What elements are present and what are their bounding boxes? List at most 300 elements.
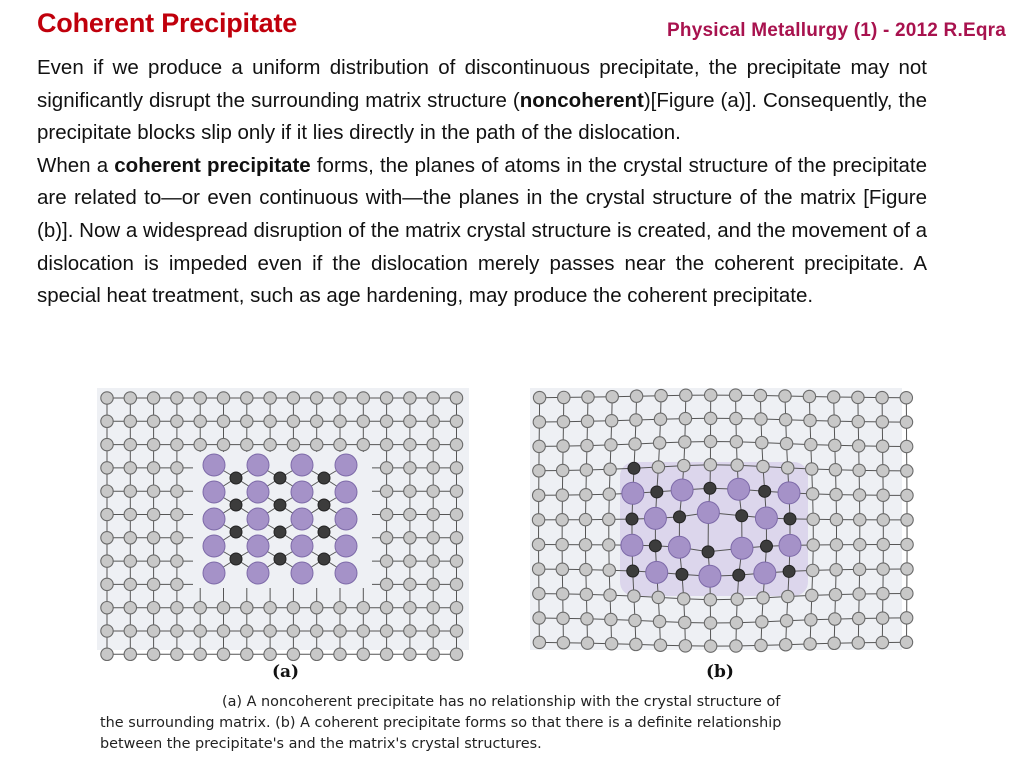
matrix-atom: [679, 640, 691, 652]
solute-atom: [628, 462, 640, 474]
matrix-atom: [704, 617, 716, 629]
matrix-atom: [533, 391, 545, 403]
matrix-atom: [830, 564, 842, 576]
matrix-atom: [404, 392, 416, 404]
matrix-atom: [217, 415, 229, 427]
matrix-atom: [652, 591, 664, 603]
matrix-atom: [652, 461, 664, 473]
matrix-atom: [581, 637, 593, 649]
matrix-atom: [357, 392, 369, 404]
matrix-atom: [287, 415, 299, 427]
matrix-atom: [730, 412, 742, 424]
matrix-atom: [287, 602, 299, 614]
precipitate-atom: [335, 481, 357, 503]
solute-atom: [676, 568, 688, 580]
matrix-atom: [730, 640, 742, 652]
matrix-atom: [450, 602, 462, 614]
precipitate-atom: [203, 562, 225, 584]
solute-atom: [230, 472, 242, 484]
matrix-atom: [755, 639, 767, 651]
matrix-atom: [101, 555, 113, 567]
matrix-atom: [807, 539, 819, 551]
matrix-atom: [334, 648, 346, 660]
matrix-atom: [532, 489, 544, 501]
solute-atom: [318, 526, 330, 538]
matrix-atom: [754, 389, 766, 401]
precipitate-atom: [622, 482, 644, 504]
matrix-atom: [852, 391, 864, 403]
matrix-atom: [533, 636, 545, 648]
matrix-atom: [427, 578, 439, 590]
matrix-atom: [901, 514, 913, 526]
precipitate-atom: [247, 562, 269, 584]
matrix-atom: [124, 578, 136, 590]
matrix-atom: [217, 602, 229, 614]
matrix-atom: [101, 578, 113, 590]
matrix-atom: [854, 538, 866, 550]
matrix-atom: [805, 438, 817, 450]
matrix-atom: [731, 459, 743, 471]
matrix-atom: [830, 539, 842, 551]
matrix-atom: [334, 625, 346, 637]
matrix-atom: [876, 440, 888, 452]
matrix-atom: [287, 392, 299, 404]
matrix-atom: [580, 563, 592, 575]
matrix-atom: [380, 532, 392, 544]
matrix-atom: [101, 462, 113, 474]
p1-text-a: Even if we produce a uniform distribution of discontinuous precipitate, the precipitate may not significantly disrupt the surrounding matrix structure (: [37, 56, 927, 112]
matrix-atom: [877, 563, 889, 575]
solute-atom: [784, 513, 796, 525]
matrix-atom: [101, 485, 113, 497]
matrix-atom: [803, 390, 815, 402]
matrix-atom: [404, 625, 416, 637]
matrix-atom: [704, 594, 716, 606]
matrix-atom: [581, 613, 593, 625]
matrix-atom: [532, 563, 544, 575]
matrix-atom: [171, 555, 183, 567]
matrix-atom: [264, 438, 276, 450]
matrix-atom: [171, 485, 183, 497]
matrix-atom: [194, 648, 206, 660]
solute-atom: [674, 511, 686, 523]
matrix-atom: [241, 438, 253, 450]
matrix-atom: [705, 389, 717, 401]
matrix-atom: [357, 415, 369, 427]
solute-atom: [318, 472, 330, 484]
solute-atom: [759, 485, 771, 497]
precipitate-atom: [779, 534, 801, 556]
matrix-atom: [171, 532, 183, 544]
matrix-atom: [901, 563, 913, 575]
matrix-atom: [147, 555, 159, 567]
matrix-atom: [629, 614, 641, 626]
matrix-atom: [655, 389, 667, 401]
matrix-atom: [582, 391, 594, 403]
matrix-atom: [630, 390, 642, 402]
matrix-atom: [630, 638, 642, 650]
matrix-atom: [533, 416, 545, 428]
solute-atom: [702, 546, 714, 558]
matrix-atom: [806, 589, 818, 601]
matrix-atom: [853, 563, 865, 575]
matrix-atom: [854, 514, 866, 526]
matrix-atom: [101, 532, 113, 544]
matrix-atom: [147, 532, 159, 544]
matrix-atom: [556, 464, 568, 476]
matrix-atom: [241, 625, 253, 637]
matrix-atom: [829, 464, 841, 476]
matrix-atom: [900, 636, 912, 648]
matrix-atom: [427, 625, 439, 637]
precipitate-atom: [644, 507, 666, 529]
matrix-atom: [603, 488, 615, 500]
matrix-atom: [311, 648, 323, 660]
matrix-atom: [558, 391, 570, 403]
matrix-atom: [217, 392, 229, 404]
matrix-atom: [380, 508, 392, 520]
matrix-atom: [147, 648, 159, 660]
matrix-atom: [147, 602, 159, 614]
matrix-atom: [171, 415, 183, 427]
matrix-atom: [704, 459, 716, 471]
matrix-atom: [124, 602, 136, 614]
precipitate-atom: [668, 536, 690, 558]
matrix-atom: [404, 438, 416, 450]
matrix-atom: [877, 489, 889, 501]
matrix-atom: [194, 415, 206, 427]
matrix-atom: [780, 615, 792, 627]
matrix-atom: [450, 625, 462, 637]
matrix-atom: [334, 392, 346, 404]
matrix-atom: [605, 638, 617, 650]
matrix-atom: [287, 648, 299, 660]
matrix-atom: [828, 637, 840, 649]
matrix-atom: [830, 513, 842, 525]
matrix-atom: [450, 415, 462, 427]
matrix-atom: [404, 532, 416, 544]
matrix-atom: [804, 638, 816, 650]
matrix-atom: [404, 415, 416, 427]
matrix-atom: [171, 462, 183, 474]
matrix-atom: [217, 648, 229, 660]
matrix-atom: [124, 392, 136, 404]
matrix-atom: [124, 625, 136, 637]
p1-text-b: )[Figure (a)]. Consequently, the precipitate blocks slip only if it lies directly in the path of the dislocation.: [37, 88, 927, 145]
matrix-atom: [755, 413, 767, 425]
course-header: Physical Metallurgy (1) - 2012 R.Eqra: [667, 20, 1006, 41]
matrix-atom: [427, 438, 439, 450]
matrix-atom: [628, 590, 640, 602]
figure-b-coherent: [530, 388, 913, 652]
matrix-atom: [147, 508, 159, 520]
matrix-atom: [533, 465, 545, 477]
matrix-atom: [579, 513, 591, 525]
matrix-atom: [241, 648, 253, 660]
precipitate-atom: [203, 454, 225, 476]
matrix-atom: [357, 648, 369, 660]
matrix-atom: [450, 648, 462, 660]
matrix-atom: [852, 440, 864, 452]
matrix-atom: [900, 416, 912, 428]
matrix-atom: [264, 415, 276, 427]
matrix-atom: [264, 392, 276, 404]
solute-atom: [651, 486, 663, 498]
matrix-atom: [287, 438, 299, 450]
matrix-atom: [450, 438, 462, 450]
matrix-atom: [357, 438, 369, 450]
matrix-atom: [604, 463, 616, 475]
solute-atom: [230, 526, 242, 538]
matrix-atom: [287, 625, 299, 637]
matrix-atom: [380, 648, 392, 660]
matrix-atom: [171, 438, 183, 450]
matrix-atom: [427, 602, 439, 614]
solute-atom: [230, 499, 242, 511]
matrix-atom: [900, 392, 912, 404]
matrix-atom: [427, 392, 439, 404]
matrix-atom: [171, 392, 183, 404]
caption-line-1: (a) A noncoherent precipitate has no relationship with the crystal structure of: [222, 694, 781, 710]
matrix-atom: [876, 391, 888, 403]
matrix-atom: [605, 415, 617, 427]
matrix-atom: [380, 462, 392, 474]
matrix-atom: [704, 640, 716, 652]
solute-atom: [733, 569, 745, 581]
precipitate-atom: [335, 508, 357, 530]
matrix-atom: [311, 625, 323, 637]
caption-line-2: the surrounding matrix. (b) A coherent precipitate forms so that there is a definite relationship: [100, 715, 782, 731]
matrix-atom: [171, 602, 183, 614]
matrix-atom: [311, 392, 323, 404]
matrix-atom: [901, 465, 913, 477]
matrix-atom: [101, 415, 113, 427]
matrix-atom: [900, 612, 912, 624]
matrix-atom: [704, 435, 716, 447]
matrix-atom: [806, 564, 818, 576]
slide-title: Coherent Precipitate: [37, 8, 298, 38]
matrix-atom: [581, 439, 593, 451]
matrix-atom: [427, 532, 439, 544]
matrix-atom: [654, 639, 666, 651]
matrix-atom: [450, 485, 462, 497]
matrix-atom: [654, 413, 666, 425]
solute-atom: [760, 540, 772, 552]
matrix-atom: [876, 612, 888, 624]
matrix-atom: [101, 625, 113, 637]
matrix-atom: [581, 415, 593, 427]
matrix-atom: [380, 392, 392, 404]
matrix-atom: [853, 588, 865, 600]
figure-caption: [100, 692, 910, 755]
matrix-atom: [557, 416, 569, 428]
matrix-atom: [876, 636, 888, 648]
matrix-atom: [605, 439, 617, 451]
matrix-atom: [603, 564, 615, 576]
matrix-atom: [556, 538, 568, 550]
matrix-atom: [580, 464, 592, 476]
matrix-atom: [404, 508, 416, 520]
matrix-atom: [603, 539, 615, 551]
matrix-atom: [101, 438, 113, 450]
precipitate-atom: [697, 501, 719, 523]
matrix-atom: [533, 587, 545, 599]
matrix-atom: [427, 462, 439, 474]
matrix-atom: [404, 602, 416, 614]
matrix-atom: [194, 438, 206, 450]
precipitate-atom: [646, 561, 668, 583]
solute-atom: [318, 499, 330, 511]
matrix-atom: [533, 612, 545, 624]
figure-a-label: (a): [272, 662, 300, 682]
matrix-atom: [171, 625, 183, 637]
matrix-atom: [450, 508, 462, 520]
matrix-atom: [334, 438, 346, 450]
matrix-atom: [579, 538, 591, 550]
matrix-atom: [877, 514, 889, 526]
matrix-atom: [357, 625, 369, 637]
matrix-atom: [404, 555, 416, 567]
matrix-atom: [124, 485, 136, 497]
matrix-atom: [828, 415, 840, 427]
matrix-atom: [877, 465, 889, 477]
solute-atom: [783, 565, 795, 577]
matrix-atom: [730, 617, 742, 629]
matrix-atom: [853, 489, 865, 501]
matrix-atom: [124, 438, 136, 450]
matrix-atom: [124, 508, 136, 520]
matrix-atom: [380, 602, 392, 614]
matrix-atom: [533, 440, 545, 452]
precipitate-atom: [203, 508, 225, 530]
matrix-atom: [334, 602, 346, 614]
matrix-atom: [124, 462, 136, 474]
matrix-atom: [556, 563, 568, 575]
matrix-atom: [147, 462, 159, 474]
precipitate-atom: [291, 508, 313, 530]
matrix-atom: [853, 464, 865, 476]
matrix-atom: [450, 578, 462, 590]
matrix-atom: [877, 538, 889, 550]
precipitate-atom: [335, 535, 357, 557]
figure-b-label: (b): [706, 662, 734, 682]
matrix-atom: [217, 625, 229, 637]
matrix-atom: [264, 602, 276, 614]
matrix-atom: [853, 612, 865, 624]
matrix-atom: [629, 438, 641, 450]
matrix-atom: [556, 489, 568, 501]
matrix-atom: [779, 414, 791, 426]
matrix-atom: [901, 489, 913, 501]
solute-atom: [626, 513, 638, 525]
p2-text-a: When a: [37, 153, 115, 177]
precipitate-atom: [728, 478, 750, 500]
matrix-atom: [532, 514, 544, 526]
precipitate-atom: [247, 481, 269, 503]
matrix-atom: [557, 636, 569, 648]
matrix-atom: [756, 436, 768, 448]
matrix-atom: [852, 637, 864, 649]
matrix-atom: [124, 532, 136, 544]
matrix-atom: [264, 625, 276, 637]
precipitate-atom: [755, 507, 777, 529]
matrix-atom: [217, 438, 229, 450]
matrix-atom: [807, 513, 819, 525]
matrix-atom: [147, 392, 159, 404]
matrix-atom: [653, 615, 665, 627]
matrix-atom: [876, 416, 888, 428]
matrix-atom: [680, 389, 692, 401]
matrix-atom: [404, 462, 416, 474]
matrix-atom: [730, 436, 742, 448]
matrix-atom: [450, 392, 462, 404]
matrix-atom: [806, 488, 818, 500]
precipitate-atom: [291, 562, 313, 584]
matrix-atom: [806, 463, 818, 475]
precipitate-atom: [203, 535, 225, 557]
matrix-atom: [604, 589, 616, 601]
matrix-atom: [264, 648, 276, 660]
solute-atom: [230, 553, 242, 565]
matrix-atom: [606, 390, 618, 402]
precipitate-atom: [291, 535, 313, 557]
matrix-atom: [380, 555, 392, 567]
matrix-atom: [101, 392, 113, 404]
matrix-atom: [427, 648, 439, 660]
matrix-atom: [380, 578, 392, 590]
matrix-atom: [124, 555, 136, 567]
matrix-atom: [311, 438, 323, 450]
matrix-atom: [679, 436, 691, 448]
matrix-atom: [557, 440, 569, 452]
matrix-atom: [380, 625, 392, 637]
matrix-atom: [427, 485, 439, 497]
matrix-atom: [194, 625, 206, 637]
matrix-atom: [450, 555, 462, 567]
precipitate-atom: [335, 454, 357, 476]
matrix-atom: [603, 513, 615, 525]
matrix-atom: [147, 415, 159, 427]
precipitate-atom: [621, 534, 643, 556]
matrix-atom: [830, 488, 842, 500]
matrix-atom: [900, 440, 912, 452]
matrix-atom: [450, 462, 462, 474]
matrix-atom: [653, 437, 665, 449]
matrix-atom: [380, 485, 392, 497]
precipitate-atom: [699, 565, 721, 587]
matrix-atom: [757, 592, 769, 604]
p1-bold: noncoherent: [519, 88, 644, 112]
solute-atom: [627, 565, 639, 577]
precipitate-atom: [335, 562, 357, 584]
solute-atom: [274, 553, 286, 565]
solute-atom: [704, 482, 716, 494]
matrix-atom: [147, 485, 159, 497]
solute-atom: [274, 472, 286, 484]
matrix-atom: [556, 588, 568, 600]
matrix-atom: [779, 390, 791, 402]
precipitate-atom: [247, 535, 269, 557]
matrix-atom: [678, 459, 690, 471]
matrix-atom: [729, 389, 741, 401]
precipitate-atom: [203, 481, 225, 503]
matrix-atom: [334, 415, 346, 427]
matrix-atom: [450, 532, 462, 544]
matrix-atom: [804, 414, 816, 426]
matrix-atom: [311, 602, 323, 614]
matrix-atom: [780, 437, 792, 449]
matrix-atom: [679, 616, 691, 628]
